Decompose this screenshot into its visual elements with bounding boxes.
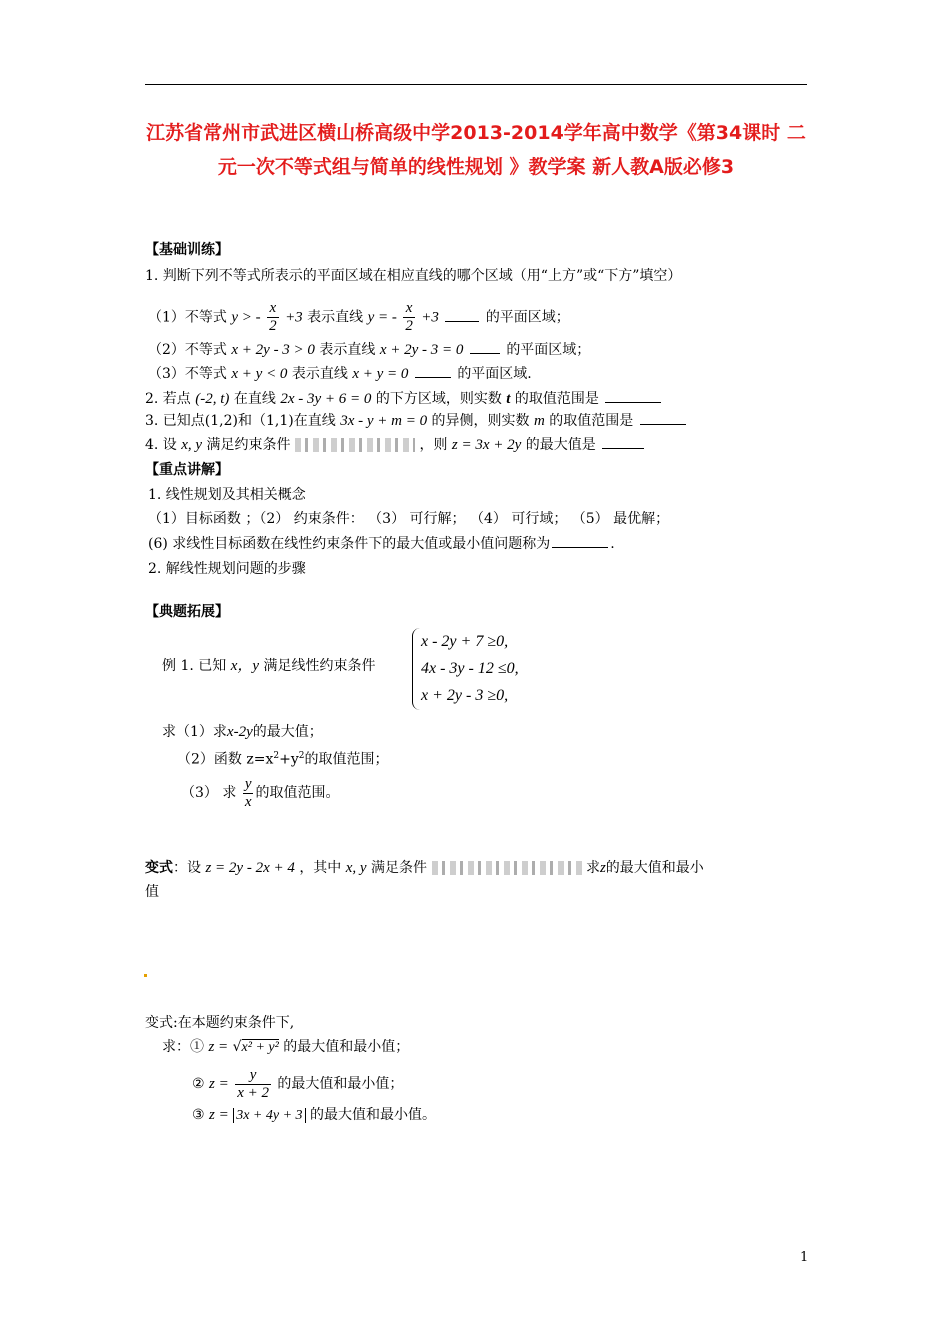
point-1: 1. 线性规划及其相关概念	[148, 487, 306, 503]
frac-num: x	[403, 300, 415, 318]
question-4	[145, 435, 646, 455]
variant-1	[145, 858, 704, 878]
question-3	[145, 411, 688, 431]
q2-label: 2. 若点	[145, 391, 191, 407]
ex1-xy: x，y	[230, 658, 260, 674]
q2-t: t	[506, 391, 511, 407]
q2-text3: 的取值范围是	[514, 391, 599, 407]
variant-2-item-2-tail: 的最大值和最小值；	[277, 1076, 404, 1092]
variant-1-xy: x, y	[345, 860, 367, 876]
frac-num: y	[235, 1067, 271, 1085]
q2-text: 在直线	[233, 391, 276, 407]
q1-2-ineq: x + 2y - 3 > 0	[231, 342, 315, 358]
document-title: 江苏省常州市武进区横山桥高级中学2013-2014学年高中数学《第34课时 二元一次不等式组与简单的线性规划 》教学案 新人教A版必修3	[146, 122, 806, 178]
ex1-q2-tail: 的取值范围；	[304, 751, 389, 768]
ex1-text: 满足线性约束条件	[263, 658, 376, 674]
q2-point: (-2, t)	[195, 391, 230, 407]
variant-2-item-1-tail: 的最大值和最小值；	[283, 1039, 410, 1055]
example-1-q2	[177, 746, 388, 770]
point-1-6	[148, 534, 615, 554]
constraint-row: 4x - 3y - 12 ≤0,	[421, 660, 519, 677]
example-1-q1	[162, 722, 323, 742]
q1-1-tail: 的平面区域；	[485, 309, 570, 326]
q3-label: 3. 已知点(1,2)和（1,1)在直线	[145, 413, 336, 429]
section-examples: 【典题拓展】	[145, 604, 229, 620]
q4-z: z = 3x + 2y	[451, 437, 522, 453]
q1-1-ineq: y > -	[231, 309, 261, 326]
q2-line: 2x - 3y + 6 = 0	[280, 391, 372, 407]
answer-blank[interactable]	[445, 320, 479, 322]
q3-text: 的异侧，则实数	[431, 413, 530, 429]
q3-line: 3x - y + m = 0	[340, 413, 428, 429]
example-1	[162, 656, 376, 676]
q1-1-line: y = -	[367, 309, 397, 326]
point-1-items: （1）目标函数 ；（2） 约束条件： （3） 可行解； （4） 可行域； （5） 最优解；	[148, 511, 670, 527]
frac-den: 2	[405, 318, 413, 334]
answer-blank[interactable]	[605, 401, 661, 403]
q1-1-line-fraction	[403, 300, 415, 335]
variant-2-item-3-tail: 的最大值和最小值。	[309, 1107, 436, 1123]
page-number: 1	[800, 1250, 809, 1265]
question-1-part-2	[148, 340, 590, 360]
question-2	[145, 389, 663, 409]
answer-blank[interactable]	[602, 447, 644, 449]
variant-1-text3: 满足条件	[371, 860, 428, 876]
q1-1-line-plus: +3	[421, 309, 439, 326]
constraint-system	[412, 628, 563, 710]
variant-1-text5: 的最大值和最小	[605, 860, 704, 876]
variant-1-zz: z	[599, 860, 606, 876]
question-1: 1. 判断下列不等式所表示的平面区域在相应直线的哪个区域（用“上方”或“下方”填空）	[145, 268, 682, 284]
q1-3-line: x + y = 0	[352, 366, 409, 382]
variant-1-text: ：设	[173, 860, 201, 876]
header-rule	[145, 84, 807, 85]
frac-den: 2	[269, 318, 277, 334]
answer-blank[interactable]	[640, 423, 686, 425]
q1-2-label: （2）不等式	[148, 342, 227, 358]
answer-blank[interactable]	[470, 352, 500, 354]
sqrt-sign: √	[232, 1039, 242, 1055]
q1-1-fraction	[267, 300, 279, 335]
variant-2-item-3	[192, 1105, 436, 1126]
constraint-image	[295, 438, 415, 452]
ex1-q1-math: x-2y	[226, 724, 253, 740]
q1-1-mid: 表示直线	[307, 309, 364, 326]
frac-den: x	[244, 793, 252, 810]
point-1-6-end: .	[610, 536, 615, 552]
variant-2-item-3-label: ③	[192, 1107, 205, 1123]
ex1-q1-tail: 的最大值；	[252, 724, 323, 740]
frac-den: x + 2	[237, 1084, 269, 1101]
constraint-row: x - 2y + 7 ≥0,	[421, 633, 509, 650]
variant-2-item-1	[162, 1037, 409, 1058]
q3-m: m	[533, 413, 545, 429]
q1-1-label: （1）不等式	[148, 309, 227, 326]
q3-text2: 的取值范围是	[549, 413, 634, 429]
superscript: 2	[273, 751, 280, 761]
variant-1-text4: 求	[585, 860, 600, 876]
ex1-q3-fraction	[243, 776, 254, 811]
ex1-q1-text: 求（1）求	[162, 724, 227, 740]
q1-3-tail: 的平面区域.	[457, 366, 532, 382]
frac-num: x	[267, 300, 279, 318]
q1-3-mid: 表示直线	[291, 366, 348, 382]
q1-3-ineq: x + y < 0	[231, 366, 288, 382]
variant-2-item-2-z: z =	[209, 1076, 229, 1092]
variant-2: 变式:在本题约束条件下,	[145, 1015, 295, 1031]
sqrt-radicand: x² + y²	[241, 1040, 279, 1055]
constraint-image	[432, 861, 582, 875]
variant-2-item-2-fraction	[235, 1067, 271, 1102]
constraint-row: x + 2y - 3 ≥0,	[421, 687, 509, 704]
ex1-q2-text2: +y	[279, 751, 299, 768]
q1-3-label: （3）不等式	[148, 366, 227, 382]
variant-2-item-2-label: ②	[192, 1076, 205, 1092]
q4-text3: 的最大值是	[525, 437, 596, 453]
q4-text2: ，则	[419, 437, 448, 453]
q1-2-line: x + 2y - 3 = 0	[379, 342, 464, 358]
answer-blank[interactable]	[415, 376, 451, 378]
point-1-6-text: (6) 求线性目标函数在线性约束条件下的最大值或最小值问题称为	[148, 536, 551, 552]
variant-1-text2: ，其中	[299, 860, 342, 876]
q1-2-mid: 表示直线	[319, 342, 376, 358]
q4-xy: x, y	[181, 437, 203, 453]
q4-label: 4. 设	[145, 437, 177, 453]
variant-2-item-1-z: z =	[208, 1039, 229, 1055]
example-1-q3	[181, 775, 339, 811]
ex1-q3-tail: 的取值范围。	[255, 785, 340, 801]
q1-1-plus: +3	[285, 309, 303, 326]
section-basic-training: 【基础训练】	[145, 242, 229, 258]
variant-1-label: 变式	[145, 860, 173, 876]
variant-1-continued: 值	[145, 884, 159, 900]
ex1-label: 例 1. 已知	[162, 658, 227, 674]
section-key-points: 【重点讲解】	[145, 462, 229, 478]
superscript: 2	[298, 751, 305, 761]
q2-text2: 的下方区域，则实数	[375, 391, 502, 407]
q1-2-tail: 的平面区域；	[506, 342, 591, 358]
question-1-part-1	[148, 300, 570, 335]
question-1-part-3	[148, 364, 532, 384]
variant-2-item-1-label: 求：①	[162, 1039, 204, 1055]
answer-blank[interactable]	[552, 546, 608, 548]
variant-1-z: z = 2y - 2x + 4	[205, 860, 295, 876]
absolute-value: 3x + 4y + 3	[233, 1108, 305, 1123]
variant-2-item-2	[192, 1066, 403, 1102]
stray-mark	[144, 974, 147, 977]
point-2: 2. 解线性规划问题的步骤	[148, 561, 306, 577]
variant-2-item-3-z: z =	[209, 1107, 229, 1123]
frac-num: y	[244, 775, 252, 792]
ex1-q3-text: （3） 求	[181, 785, 237, 801]
q4-text: 满足约束条件	[206, 437, 291, 453]
ex1-q2-text: （2）函数 z=x	[177, 751, 274, 768]
